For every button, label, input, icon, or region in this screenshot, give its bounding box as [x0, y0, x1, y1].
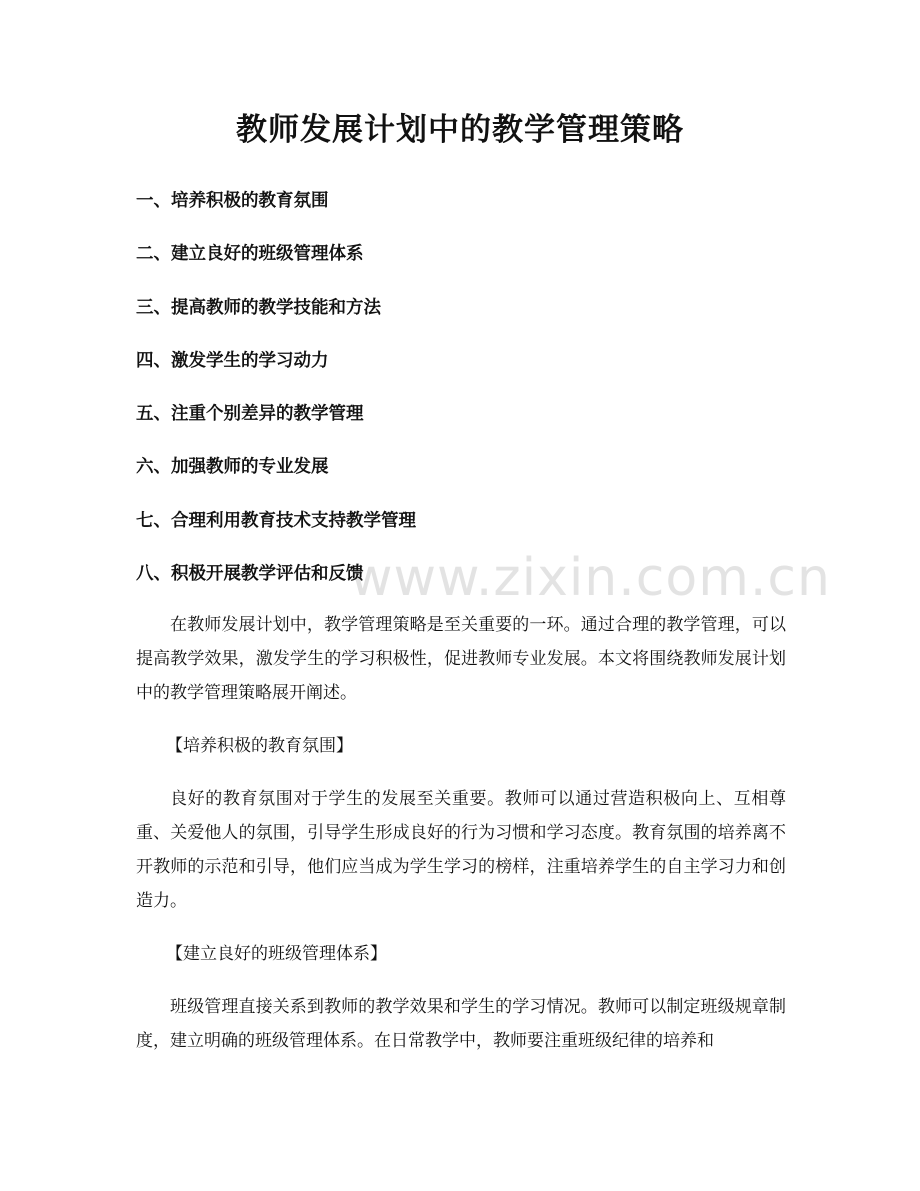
document-body — [136, 608, 786, 1077]
toc-item: 八、积极开展教学评估和反馈 — [136, 564, 364, 585]
table-of-contents — [136, 185, 416, 611]
toc-item: 一、培养积极的教育氛围 — [136, 191, 329, 211]
toc-item: 三、提高教师的教学技能和方法 — [136, 297, 381, 318]
section-paragraph: 良好的教育氛围对于学生的发展至关重要。教师可以通过营造积极向上、互相尊重、关爱他人的氛围，引导学生形成良好的行为习惯和学习态度。教育氛围的培养离不开教师的示范和引导，他们应当成为学生学习的榜样，注重培养学生的自主学习力和创造力。 — [136, 789, 786, 911]
toc-item: 二、建立良好的班级管理体系 — [136, 244, 364, 265]
document-title: 教师发展计划中的教学管理策略 — [236, 112, 684, 148]
intro-paragraph: 在教师发展计划中，教学管理策略是至关重要的一环。通过合理的教学管理，可以提高教学效果，激发学生的学习积极性，促进教师专业发展。本文将围绕教师发展计划中的教学管理策略展开阐述。 — [136, 615, 786, 703]
toc-item: 四、激发学生的学习动力 — [136, 350, 329, 371]
watermark: www.zixin.com.cn — [350, 548, 831, 608]
toc-item: 七、合理利用教育技术支持教学管理 — [136, 510, 416, 531]
section-heading: 【培养积极的教育氛围】 — [166, 736, 353, 756]
toc-item: 五、注重个别差异的教学管理 — [136, 404, 364, 425]
toc-item: 六、加强教师的专业发展 — [136, 457, 329, 478]
section-heading: 【建立良好的班级管理体系】 — [166, 944, 387, 964]
section-paragraph: 班级管理直接关系到教师的教学效果和学生的学习情况。教师可以制定班级规章制度，建立明确的班级管理体系。在日常教学中，教师要注重班级纪律的培养和 — [136, 997, 786, 1051]
